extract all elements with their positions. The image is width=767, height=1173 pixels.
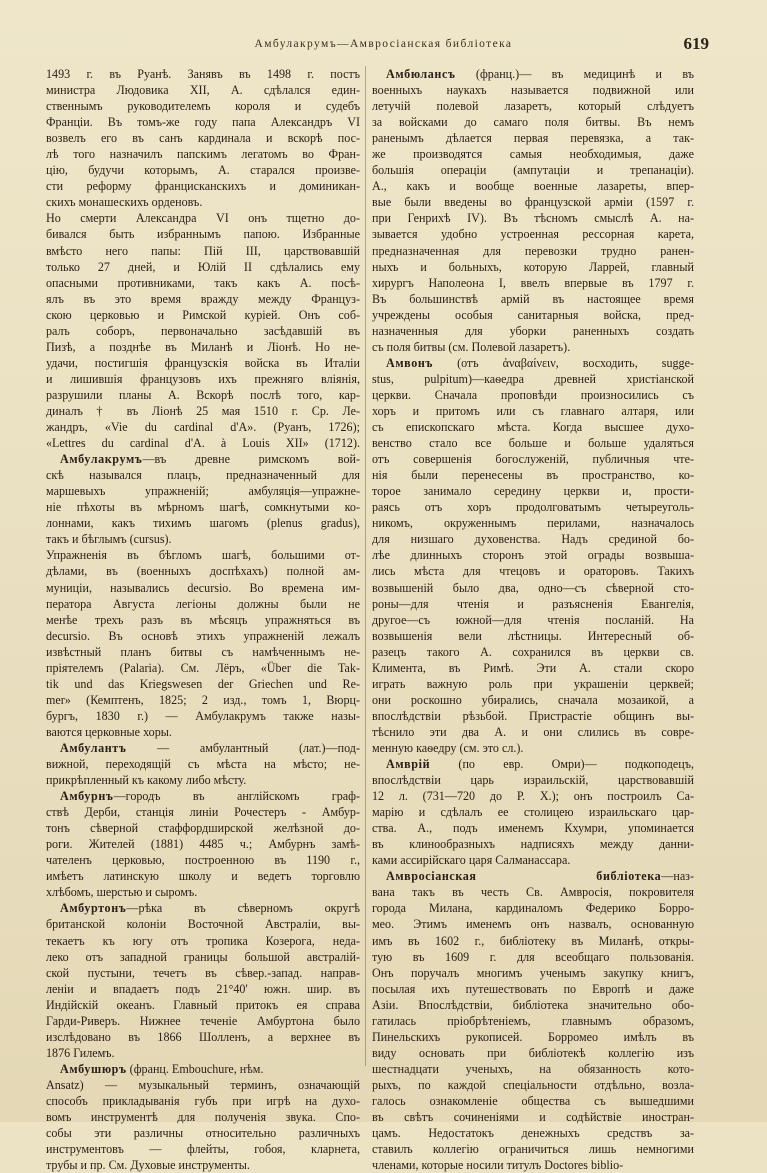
text-line: возвышеній было два, одно—съ сѣверной сто- xyxy=(372,580,694,595)
text-line: хирургъ Наполеона I, ввелъ впервые въ 1797 г. xyxy=(372,275,694,290)
text-line: извѣстный планъ битвы съ намѣченнымъ не- xyxy=(46,644,360,659)
text-line: такъ и бѣглымъ (cursus). xyxy=(46,532,172,547)
text-line: учреждены особыя санитарныя войска, пред- xyxy=(372,307,694,322)
text-line: венство стало все больше и больше удаляться xyxy=(372,436,694,451)
text-line: вижной, переходящій съ мѣста на мѣсто; не- xyxy=(46,757,360,772)
text-line: имъ въ 1602 г., библіотеку въ Миланѣ, откры- xyxy=(372,933,694,948)
text-line: mer» (Кемптенъ, 1825; 2 изд., томъ 1, Вюрц- xyxy=(46,692,360,707)
text-line: лѣе длинныхъ сторонъ этой ограды возвыша- xyxy=(372,548,694,563)
text-line: вмѣсто него папы: Пій III, царствовавшій xyxy=(46,243,360,258)
page-number: 619 xyxy=(683,34,709,53)
text-line: лоннами, какъ тихимъ шагомъ (plenus gradus), xyxy=(46,516,360,531)
text-line: имѣетъ латинскую школу и ведетъ торговлю xyxy=(46,869,360,884)
text-line: разецъ такого А. сохранился въ церкви св. xyxy=(372,644,694,659)
text-line: ператора Августа легіоны должны были не xyxy=(46,596,360,611)
text-line: возвышенія вели лѣстницы. Интересный об- xyxy=(372,628,694,643)
right-column xyxy=(372,66,694,1173)
running-head: Амбулакрумъ—Амвросіанская библіотека xyxy=(254,38,513,50)
text-line: Онъ поручалъ многимъ ученымъ закупку книгъ, xyxy=(372,965,694,980)
text-line: Амбуртонъ—рѣка въ сѣверномъ округѣ xyxy=(60,901,360,916)
column-divider xyxy=(365,66,366,1066)
text-line: роги. Жителей (1881) 4485 ч.; Амбурнъ замѣ- xyxy=(46,837,360,852)
text-line: церкви. Сначала проповѣди произносились съ xyxy=(372,387,694,402)
left-column xyxy=(46,66,360,1173)
text-line: ственнымъ руководителемъ короля и судебъ xyxy=(46,99,360,114)
text-line: Амбулакрумъ—въ древне римскомъ вой- xyxy=(60,452,360,467)
text-line: гатилась пріобрѣтеніемъ, главнымъ образомъ, xyxy=(372,1013,694,1028)
text-line: съ поля битвы (см. Полевой лазаретъ). xyxy=(372,339,571,354)
text-line: «Lettres du cardinal d'A. à Louis XII» (1712). xyxy=(46,436,360,451)
text-line: никомъ, окруженнымъ перилами, назначалось xyxy=(372,516,694,531)
text-line: летучій полевой лазаретъ, который слѣдуетъ xyxy=(372,99,694,114)
text-line: менѣе трехъ разъ въ мѣсяцъ упражняться въ xyxy=(46,612,360,627)
text-line: менную каѳедру (см. это сл.). xyxy=(372,740,524,755)
text-line: при Генрихѣ IV). Въ тѣсномъ смыслѣ А. на- xyxy=(372,211,694,226)
text-line: раненымъ дѣлается первая перевязка, а так- xyxy=(372,131,694,146)
text-line: stus, pulpitum)—каѳедра древней христіанской xyxy=(372,371,694,386)
text-line: жандръ, «Vie du cardinal d'A». (Руанъ, 1726); xyxy=(46,420,360,435)
text-line: маршевыхъ упражненій; амбуляція—упражне- xyxy=(46,484,360,499)
text-line: Амбурнъ—городъ въ англійскомъ граф- xyxy=(60,789,360,804)
text-line: tik und das Kriegswesen der Griechen und Re- xyxy=(46,676,360,691)
text-line: бургъ, 1830 г.) — Амбулакрумъ также назы- xyxy=(46,708,360,723)
text-line: посылая ихъ путешествовать по Европѣ и даже xyxy=(372,981,694,996)
text-line: 1493 г. въ Руанѣ. Занявъ въ 1498 г. постъ xyxy=(46,67,360,81)
text-line: въ клинообразныхъ надписяхъ между данни- xyxy=(372,837,694,852)
text-line: военныхъ наукахъ называется подвижной или xyxy=(372,83,694,98)
entry-headword: Амбулантъ xyxy=(60,740,127,755)
text-line: муниціи, назывались decursio. Во времена им- xyxy=(46,580,360,595)
text-line: опасными противниками, такъ какъ А. посѣ- xyxy=(46,275,360,290)
entry-headword: Амбушюръ xyxy=(60,1061,127,1076)
text-line: чателенъ церковью, построенною въ 1190 г., xyxy=(46,853,360,868)
text-line: сти реформу францисканскихъ и доминикан- xyxy=(46,179,360,194)
text-line: города Милана, кардиналомъ Федерико Борро- xyxy=(372,901,694,916)
text-line: британской колоніи Восточной Австраліи, вы- xyxy=(46,917,360,932)
entry-headword: Амбуртонъ xyxy=(60,901,127,916)
text-line: лѣ того назначилъ папскимъ легатомъ во Фран- xyxy=(46,147,360,162)
text-line: торое занимало середину церкви и, прости- xyxy=(372,484,694,499)
entry-headword: Амбурнъ xyxy=(60,789,114,804)
text-line: Гарди-Риверъ. Нижнее теченіе Амбуртона было xyxy=(46,1013,360,1028)
text-line: текаетъ къ югу отъ тропика Козерога, неда- xyxy=(46,933,360,948)
text-line: скою церковью и Римской куріей. Онъ соб- xyxy=(46,307,360,322)
text-line: вые были введены во французской арміи (1597 г. xyxy=(372,195,694,210)
text-line: и лишившія французовъ ихъ прежняго вліянія, xyxy=(46,371,360,386)
text-line: 1876 Гилемъ. xyxy=(46,1045,115,1060)
text-line: хлѣбомъ, шерстью и сыромъ. xyxy=(46,885,198,900)
text-line: они роскошно убирались, сначала мозаикой, а xyxy=(372,692,694,707)
text-line: прикрѣпленный къ какому либо мѣсту. xyxy=(46,773,247,788)
text-line: же производятся самыя необходимыя, даже xyxy=(372,147,694,162)
text-line: раясь отъ хоръ продолговатымъ четыреуголь- xyxy=(372,500,694,515)
text-line: Амбулантъ — амбулантный (лат.)—под- xyxy=(60,740,360,755)
text-line: Франціи. Въ томъ-же году папа Александръ VI xyxy=(46,115,360,130)
text-line: Азіи. Впослѣдствіи, библіотека значительно обо- xyxy=(372,997,694,1012)
text-line: вана такъ въ честь Св. Амвросія, покровителя xyxy=(372,885,694,900)
text-line: ствѣ Дерби, станція линіи Рочестеръ - Амбур- xyxy=(46,805,360,820)
text-line: диналъ † въ Ліонѣ 25 мая 1510 г. Ср. Ле- xyxy=(46,403,360,418)
text-line: инструментовъ — флейты, гобоя, кларнета, xyxy=(46,1142,360,1157)
text-line: Индійскій океанъ. Главный притокъ ея справа xyxy=(46,997,360,1012)
text-line: ваются церковные хоры. xyxy=(46,724,172,739)
text-line: назначенныя для уборки раненныхъ создать xyxy=(372,323,694,338)
text-line: тѣснило эти два А. и они слились въ совре- xyxy=(372,724,694,739)
text-line: Въ большинствѣ армій въ настоящее время xyxy=(372,291,694,306)
text-line: леко отъ западной границы большой австралій- xyxy=(46,949,360,964)
text-line: за войсками до самаго поля битвы. Въ немъ xyxy=(372,115,694,130)
text-line: Но смерти Александра VI онъ тщетно до- xyxy=(46,211,360,226)
text-line: рыхъ, по каждой спеціальности отдѣльно, возла- xyxy=(372,1077,694,1092)
text-line: Амвросіанская библіотека—наз- xyxy=(386,869,694,884)
text-line: нія были перенесены въ пространство, ко- xyxy=(372,468,694,483)
text-line: виду основать при библіотекѣ коллегію изъ xyxy=(372,1045,694,1060)
text-line: предназначенная для перевозки трудно ранен- xyxy=(372,243,694,258)
text-line: ставилъ коллегію ограничиться лишь немногими xyxy=(372,1142,694,1157)
entry-headword: Амбюлансъ xyxy=(386,67,456,81)
text-line: Упражненія въ бѣгломъ шагѣ, большими от- xyxy=(46,548,360,563)
text-line: большія операціи (ампутаціи и трепанаціи). xyxy=(372,163,694,178)
text-line: ства. А., подъ именемъ Кхумри, упоминается xyxy=(372,821,694,836)
text-line: цамъ. Недостатокъ денежныхъ средствъ за- xyxy=(372,1126,694,1141)
text-line: бивался быть избраннымъ папою. Избранные xyxy=(46,227,360,242)
text-line: галось ознакомленіе общества съ вышедшими xyxy=(372,1094,694,1108)
text-line: другое—съ южной—для чтенія посланій. На xyxy=(372,612,694,627)
text-line: министра Людовика XII, А. сдѣлался един- xyxy=(46,83,360,98)
text-line: скѣ назывался плацъ, предназначенный для xyxy=(46,468,360,483)
text-line: зывается удобно устроенная рессорная карета, xyxy=(372,227,694,242)
entry-headword: Амвросіанская библіотека xyxy=(386,869,662,884)
text-line: лись мѣста для чтецовъ и ораторовъ. Такихъ xyxy=(372,564,694,579)
text-line: Амврій (по евр. Омри)— подкоподецъ, xyxy=(386,757,694,772)
entry-headword: Амврій xyxy=(386,757,431,772)
entry-headword: Амвонъ xyxy=(386,355,434,370)
text-line: членами, которые носили титулъ Doctores biblio- xyxy=(372,1158,624,1173)
text-line: впослѣдствіи рѣзьбой. Пристрастіе общинъ вы- xyxy=(372,708,694,723)
text-line: изслѣдовано въ 1866 Шолленъ, а верхнее въ xyxy=(46,1029,360,1044)
text-line: тонъ сѣверной стаффордширской желѣзной до- xyxy=(46,821,360,836)
text-line: въ свѣтъ сочиненіями и содѣйствіе иностран- xyxy=(372,1110,694,1125)
text-line: ками ассирійскаго царя Салманассара. xyxy=(372,853,571,868)
text-line: Амвонъ (отъ ἀναβαίνειν, восходить, sugge- xyxy=(386,355,694,370)
text-line: Пинельскихъ рукописей. Борромео имѣлъ въ xyxy=(372,1029,694,1044)
text-line: Ansatz) — музыкальный терминъ, означающій xyxy=(46,1077,360,1092)
text-line: decursio. Въ основѣ этихъ упражненій лежалъ xyxy=(46,628,360,643)
text-line: пріятелемъ (Palaria). См. Лёръ, «Über die Tak- xyxy=(46,660,360,675)
text-line: цію, будучи которымъ, А. старался произве- xyxy=(46,163,360,178)
text-line: Климента, въ Римѣ. Эти А. стали скоро xyxy=(372,660,694,675)
text-line: ніе пѣхоты въ мѣрномъ шагѣ, сомкнутыми ко- xyxy=(46,500,360,515)
page-header xyxy=(0,34,767,58)
text-line: трубы и пр. См. Духовые инструменты. xyxy=(46,1158,250,1173)
text-line: тую въ 1609 г. для всеобщаго пользованія. xyxy=(372,949,694,964)
text-line: удачи, постигшія французскія войска въ Италіи xyxy=(46,355,360,370)
text-line: возвелъ его въ санъ кардинала и вскорѣ пос- xyxy=(46,131,360,146)
text-line: ялъ въ это время вражду между Француз- xyxy=(46,291,360,306)
text-line: ныхъ и больныхъ, которую Ларрей, главный xyxy=(372,259,694,274)
text-line: Пизѣ, а позднѣе въ Миланѣ и Ліонѣ. Но не- xyxy=(46,339,360,354)
text-line: дѣлами, въ (военныхъ доспѣхахъ) полной ам- xyxy=(46,564,360,579)
text-line: леніи и впадаетъ подъ 21°40' южн. шир. въ xyxy=(46,981,360,996)
text-line: роны—для чтенія и разъясненія Евангелія, xyxy=(372,596,694,611)
text-line: хоръ и притомъ или съ главнаго алтаря, или xyxy=(372,403,694,418)
text-line: играть важную роль при украшеніи церквей; xyxy=(372,676,694,691)
text-line: 12 л. (731—720 до Р. Х.); онъ построилъ Са- xyxy=(372,789,694,804)
text-line: впослѣдствіи царь израильскій, царствовавшій xyxy=(372,773,694,788)
text-line: А., какъ и вообще военные лазареты, впер- xyxy=(372,179,694,194)
text-line: съ епископскаго мѣста. Когда высшее духо- xyxy=(372,420,694,435)
text-line: вомъ инструментѣ для полученія звука. Спо- xyxy=(46,1110,360,1125)
text-line: разрушили планы А. Вскорѣ послѣ того, кар- xyxy=(46,387,360,402)
text-line: шестнадцати ученыхъ, на обязанность кото- xyxy=(372,1061,694,1076)
entry-headword: Амбулакрумъ xyxy=(60,452,143,467)
text-line: собы эти различны относительно различныхъ xyxy=(46,1126,360,1141)
text-line: ской пустыни, течетъ въ сѣвер.-запад. направ- xyxy=(46,965,360,980)
text-line: Амбюлансъ (франц.)— въ медицинѣ и въ xyxy=(386,67,694,81)
text-line: способъ прикладыванія губъ при игрѣ на духо- xyxy=(46,1094,360,1108)
text-line: мео. Этимъ именемъ онъ назвалъ, основанную xyxy=(372,917,694,932)
text-line: скихъ монашескихъ орденовъ. xyxy=(46,195,203,210)
text-line: отъ совершенія богослуженій, публичныя чте- xyxy=(372,452,694,467)
text-line: Амбушюръ (франц. Embouchure, нѣм. xyxy=(60,1061,264,1076)
text-line: ралъ соборъ, первоначально засѣдавшій въ xyxy=(46,323,360,338)
text-line: марію и сдѣлалъ ее столицею израильскаго цар- xyxy=(372,805,694,820)
text-line: только 27 дней, и Юлій II сдѣлались ему xyxy=(46,259,360,274)
text-line: для низшаго духовенства. Надъ срединой бо- xyxy=(372,532,694,547)
